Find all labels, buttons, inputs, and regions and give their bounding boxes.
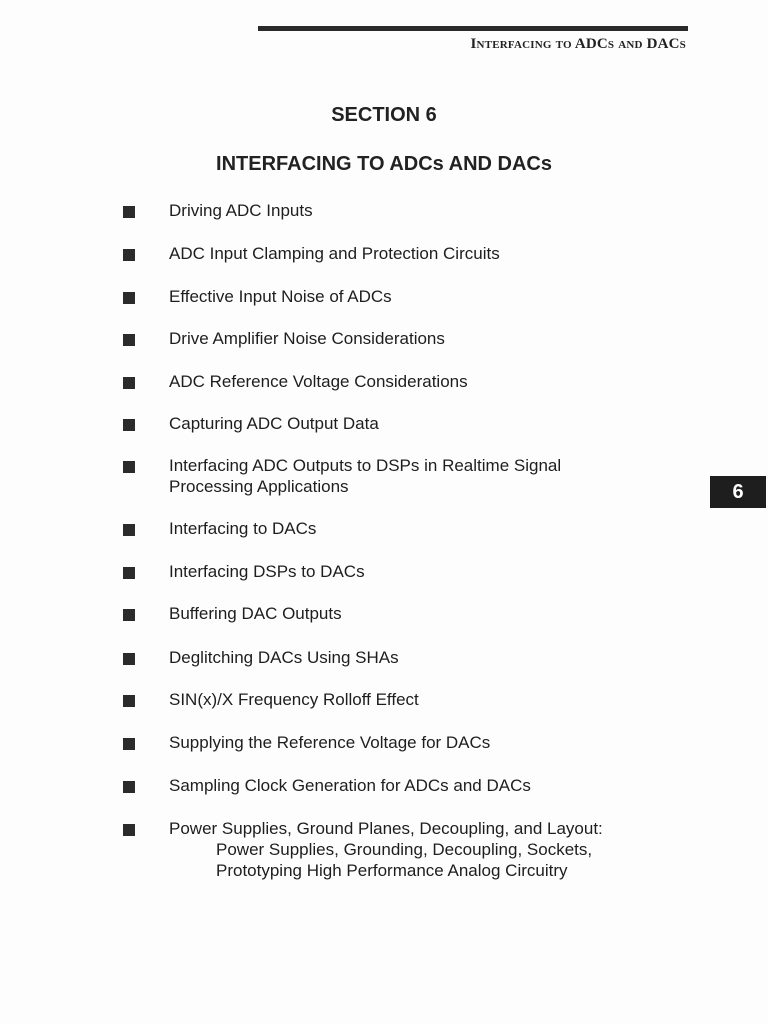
topic-line: Effective Input Noise of ADCs	[169, 287, 392, 306]
topic-line: Interfacing DSPs to DACs	[169, 562, 365, 581]
topic-text	[169, 775, 669, 796]
square-bullet-icon	[123, 567, 135, 579]
topic-line: Capturing ADC Output Data	[169, 414, 379, 433]
topic-text	[169, 647, 669, 668]
topic-line: ADC Input Clamping and Protection Circuits	[169, 244, 500, 263]
square-bullet-icon	[123, 461, 135, 473]
topic-line: Interfacing to DACs	[169, 519, 317, 538]
topic-text	[169, 689, 669, 710]
square-bullet-icon	[123, 206, 135, 218]
section-label: SECTION 6	[331, 104, 437, 126]
topic-text	[169, 328, 669, 349]
square-bullet-icon	[123, 695, 135, 707]
topic-line: Supplying the Reference Voltage for DACs	[169, 733, 491, 752]
topic-line: Drive Amplifier Noise Considerations	[169, 329, 445, 348]
topic-line: Buffering DAC Outputs	[169, 604, 342, 623]
square-bullet-icon	[123, 738, 135, 750]
square-bullet-icon	[123, 781, 135, 793]
topic-line: Deglitching DACs Using SHAs	[169, 648, 399, 667]
square-bullet-icon	[123, 824, 135, 836]
topic-text	[169, 371, 669, 392]
topic-line: Driving ADC Inputs	[169, 201, 313, 220]
square-bullet-icon	[123, 653, 135, 665]
topic-text	[169, 818, 669, 881]
running-head: Interfacing to ADCs and DACs	[470, 36, 686, 52]
square-bullet-icon	[123, 334, 135, 346]
topic-text	[169, 200, 669, 221]
topic-text	[169, 413, 669, 434]
topic-text	[169, 243, 669, 264]
square-bullet-icon	[123, 292, 135, 304]
topic-line: ADC Reference Voltage Considerations	[169, 372, 468, 391]
topic-text	[169, 561, 669, 582]
square-bullet-icon	[123, 377, 135, 389]
topic-text	[169, 732, 669, 753]
square-bullet-icon	[123, 524, 135, 536]
topic-line: Power Supplies, Ground Planes, Decoupling, and Layout:	[169, 819, 603, 838]
square-bullet-icon	[123, 609, 135, 621]
chapter-tab: 6	[710, 476, 766, 508]
topic-text	[169, 603, 669, 624]
topic-line: Processing Applications	[169, 477, 349, 496]
topic-text	[169, 455, 669, 497]
topic-text	[169, 286, 669, 307]
topic-text	[169, 518, 669, 539]
topic-line: Power Supplies, Grounding, Decoupling, Sockets,	[216, 840, 593, 859]
section-title: INTERFACING TO ADCs AND DACs	[216, 153, 552, 175]
topic-line: Prototyping High Performance Analog Circuitry	[216, 861, 568, 880]
topic-line: SIN(x)/X Frequency Rolloff Effect	[169, 690, 419, 709]
square-bullet-icon	[123, 249, 135, 261]
topic-line: Interfacing ADC Outputs to DSPs in Realtime Signal	[169, 456, 562, 475]
topic-line: Sampling Clock Generation for ADCs and DACs	[169, 776, 531, 795]
square-bullet-icon	[123, 419, 135, 431]
